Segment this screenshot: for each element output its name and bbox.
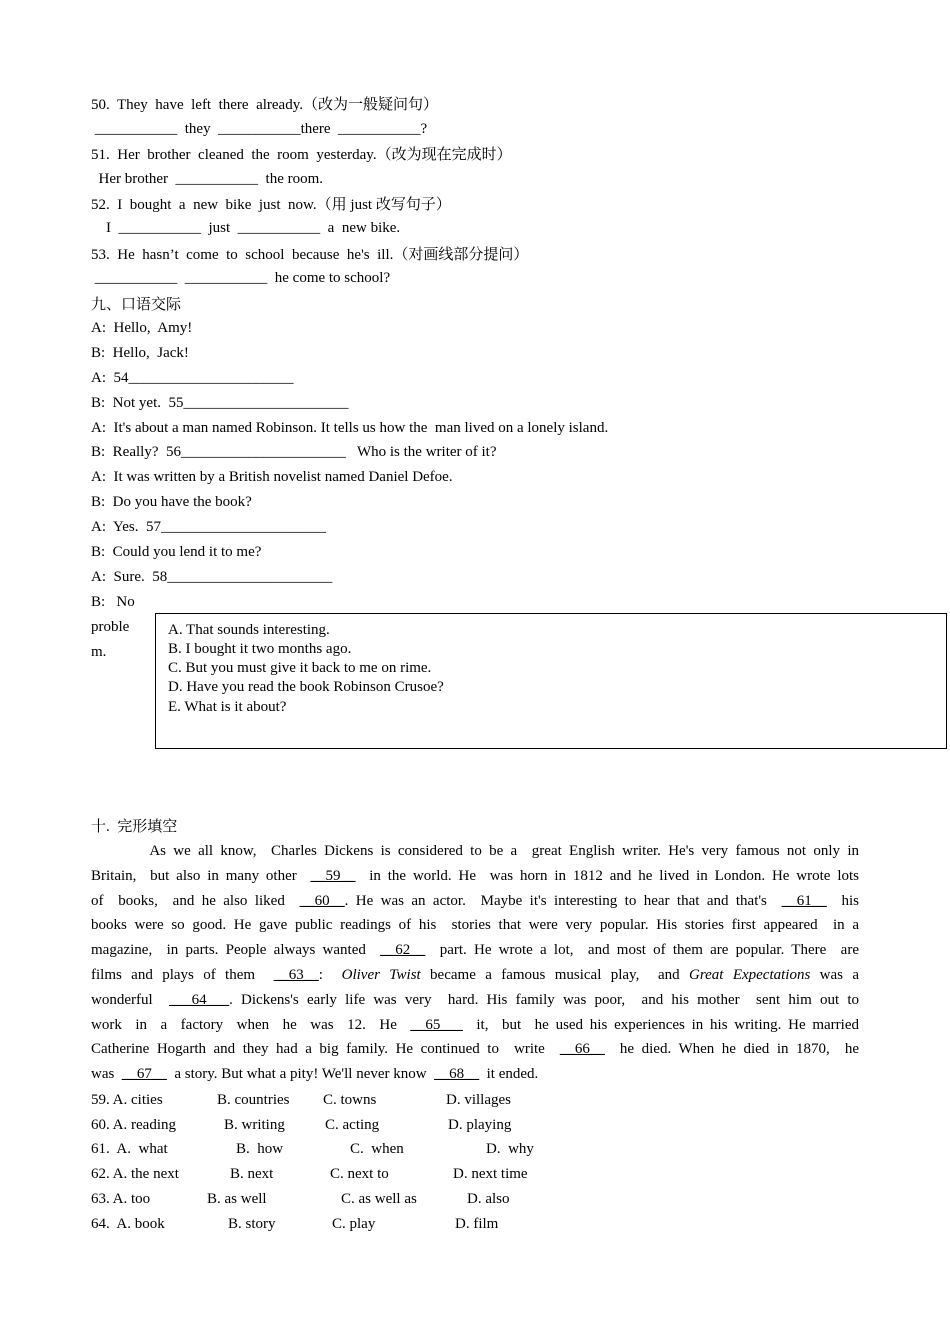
- choice-option: D. playing: [448, 1117, 512, 1133]
- q53-text: 53. He hasn’t come to school because he's ill.（对画线部分提问）: [91, 247, 529, 263]
- passage-text: . Dickens's early life was very hard. His family was poor, and his mother sent him out to: [229, 991, 859, 1008]
- passage-text: it ended.: [479, 1066, 539, 1083]
- options-box: [155, 613, 947, 749]
- cloze-blank: __62__: [380, 942, 426, 959]
- passage-text: films and plays of them: [91, 966, 274, 983]
- dialogue-line: A: It was written by a British novelist named Daniel Defoe.: [91, 469, 453, 485]
- dialogue-line: B: Not yet. 55______________________: [91, 395, 349, 411]
- dialogue-line: B: Do you have the book?: [91, 494, 252, 510]
- passage-line: [91, 988, 859, 1013]
- cloze-blank: __67__: [121, 1066, 167, 1083]
- passage-line: [91, 839, 859, 864]
- choice-option: C. towns: [323, 1092, 377, 1108]
- passage-text: a story. But what a pity! We'll never know: [166, 1066, 435, 1083]
- passage-line: [91, 889, 859, 914]
- passage-text: was a: [810, 966, 859, 983]
- passage-line: [91, 913, 859, 938]
- q50-text: 50. They have left there already.（改为一般疑问句）: [91, 97, 438, 113]
- dialogue-line: A: Yes. 57______________________: [91, 519, 327, 535]
- choice-option: B. story: [228, 1216, 276, 1232]
- cloze-passage: [91, 839, 859, 1087]
- choice-question: 62. A. the next: [91, 1166, 179, 1182]
- dialogue-line: B: Hello, Jack!: [91, 345, 189, 361]
- q52-answer: I ___________ just ___________ a new bike.: [91, 220, 401, 236]
- passage-text: part. He wrote a lot, and most of them are popular. There are: [425, 942, 859, 959]
- passage-text: wonderful: [91, 991, 170, 1008]
- option-b: B. I bought it two months ago.: [168, 641, 352, 657]
- section9-title: 九、口语交际: [91, 297, 182, 313]
- cloze-blank: __60__: [299, 892, 345, 909]
- passage-text: he died. When he died in 1870, he: [604, 1041, 859, 1058]
- choice-option: C. next to: [330, 1166, 389, 1182]
- q51-text: 51. Her brother cleaned the room yesterday.（改为现在完成时）: [91, 147, 512, 163]
- choice-option: C. when: [350, 1141, 404, 1157]
- choice-option: C. as well as: [341, 1191, 417, 1207]
- cloze-blank: __68__: [434, 1066, 480, 1083]
- dialogue-line: A: Hello, Amy!: [91, 320, 193, 336]
- choice-question: 61. A. what: [91, 1141, 168, 1157]
- choice-question: 60. A. reading: [91, 1117, 176, 1133]
- passage-text: books were so good. He gave public readings of his stories that were very popular. His stories first appeared in a: [91, 917, 859, 934]
- passage-text: in the world. He was horn in 1812 and he lived in London. He wrote lots: [355, 867, 859, 884]
- passage-line: [91, 864, 859, 889]
- option-d: D. Have you read the book Robinson Crusoe?: [168, 679, 444, 695]
- passage-text: became a famous musical play, and: [420, 966, 690, 983]
- cloze-blank: __65___: [410, 1016, 463, 1033]
- q51-answer: Her brother ___________ the room.: [91, 171, 324, 187]
- passage-text: of books, and he also liked: [91, 892, 300, 909]
- section10-title: 十. 完形填空: [91, 819, 178, 835]
- book-title: Oliver Twist: [341, 966, 421, 983]
- dialogue-line: A: 54______________________: [91, 370, 294, 386]
- passage-text: . He was an actor. Maybe it's interesting to hear that and that's: [344, 892, 782, 909]
- passage-line: [91, 1062, 859, 1087]
- cloze-blank: __63__: [273, 966, 319, 983]
- cloze-blank: __59__: [310, 867, 356, 884]
- choice-question: 59. A. cities: [91, 1092, 163, 1108]
- q52-text: 52. I bought a new bike just now.（用 just 改写句子）: [91, 197, 451, 213]
- choice-option: D. next time: [453, 1166, 528, 1182]
- passage-text: Catherine Hogarth and they had a big family. He continued to write: [91, 1041, 560, 1058]
- choice-option: D. why: [486, 1141, 534, 1157]
- passage-line: [91, 1037, 859, 1062]
- dialogue-line: B: No: [91, 594, 135, 610]
- cloze-blank: __66__: [559, 1041, 605, 1058]
- passage-line: [91, 1013, 859, 1038]
- q53-answer: ___________ ___________ he come to school?: [91, 270, 391, 286]
- option-a: A. That sounds interesting.: [168, 622, 330, 638]
- passage-line: [91, 938, 859, 963]
- choice-option: B. how: [236, 1141, 284, 1157]
- choice-option: C. play: [332, 1216, 376, 1232]
- choice-option: C. acting: [325, 1117, 380, 1133]
- dialogue-line: A: Sure. 58______________________: [91, 569, 333, 585]
- passage-text: magazine, in parts. People always wanted: [91, 942, 381, 959]
- cloze-blank: ___64___: [169, 991, 230, 1008]
- choice-question: 63. A. too: [91, 1191, 151, 1207]
- book-title: Great Expectations: [689, 966, 811, 983]
- passage-text: it, but he used his experiences in his writing. He married: [462, 1016, 859, 1033]
- choice-option: D. film: [455, 1216, 499, 1232]
- choice-option: D. villages: [446, 1092, 511, 1108]
- choice-option: B. next: [230, 1166, 274, 1182]
- choice-option: B. countries: [217, 1092, 290, 1108]
- cloze-blank: __61__: [781, 892, 827, 909]
- q50-answer: ___________ they ___________there ___________?: [91, 121, 428, 137]
- passage-text: As we all know, Charles Dickens is considered to be a great English writer. He's very famous not only in: [91, 843, 860, 859]
- choice-option: B. writing: [224, 1117, 285, 1133]
- option-c: C. But you must give it back to me on rime.: [168, 660, 432, 676]
- option-e: E. What is it about?: [168, 699, 287, 715]
- dialogue-line: B: Could you lend it to me?: [91, 544, 262, 560]
- choice-option: D. also: [467, 1191, 510, 1207]
- dialogue-line: B: Really? 56______________________ Who is the writer of it?: [91, 444, 497, 460]
- passage-text: work in a factory when he was 12. He: [91, 1016, 411, 1033]
- dialogue-wrap: proble: [91, 619, 130, 635]
- dialogue-line: A: It's about a man named Robinson. It tells us how the man lived on a lonely island.: [91, 420, 609, 436]
- choice-question: 64. A. book: [91, 1216, 165, 1232]
- choice-option: B. as well: [207, 1191, 267, 1207]
- passage-text: Britain, but also in many other: [91, 867, 311, 884]
- passage-text: his: [826, 892, 859, 909]
- passage-line: [91, 963, 859, 988]
- dialogue-wrap: m.: [91, 644, 107, 660]
- passage-text: was: [91, 1066, 122, 1083]
- passage-text: :: [318, 966, 342, 983]
